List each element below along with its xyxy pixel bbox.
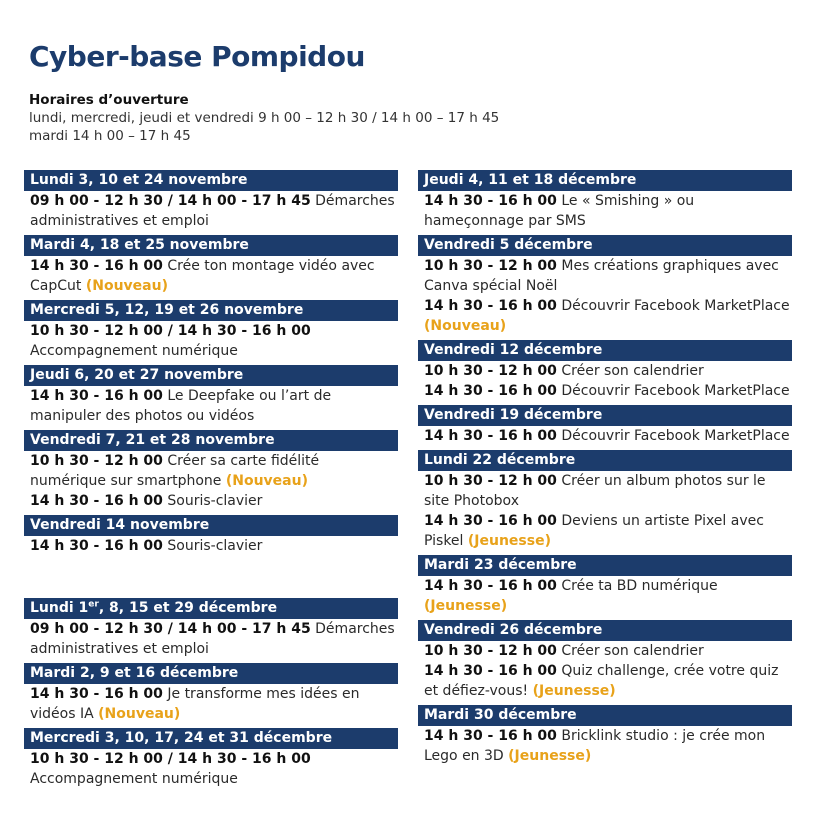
event-entry: [24, 619, 398, 659]
event-title: Créer un album photos sur le site Photobox: [424, 473, 766, 509]
schedule-block: [24, 235, 398, 296]
schedule-block: [418, 405, 792, 446]
event-title: Crée ta BD numérique: [561, 578, 718, 594]
event-entry: [24, 386, 398, 426]
event-entry: [24, 256, 398, 296]
opening-hours-title: Horaires d’ouverture: [29, 92, 189, 108]
event-title: Accompagnement numérique: [30, 343, 238, 359]
schedule-block: [418, 450, 792, 551]
event-title: Démarches administratives et emploi: [30, 193, 395, 229]
schedule-block: [24, 728, 398, 789]
event-time: 14 h 30 - 16 h 00: [30, 258, 163, 274]
event-title: Découvrir Facebook MarketPlace: [561, 383, 790, 399]
event-title: Crée ton montage vidéo avec CapCut: [30, 258, 375, 294]
event-time: 14 h 30 - 16 h 00: [424, 383, 557, 399]
date-header: Vendredi 19 décembre: [418, 405, 792, 426]
event-title: Découvrir Facebook MarketPlace: [561, 428, 790, 444]
schedule-block: [24, 515, 398, 556]
event-title: Créer sa carte fidélité numérique sur smartphone: [30, 453, 320, 489]
schedule-block: [418, 170, 792, 231]
schedule-column-left: [24, 170, 398, 793]
date-header: Mardi 2, 9 et 16 décembre: [24, 663, 398, 684]
event-time: 14 h 30 - 16 h 00: [30, 538, 163, 554]
event-time: 14 h 30 - 16 h 00: [30, 686, 163, 702]
schedule-block: [418, 620, 792, 701]
date-header: Mardi 4, 18 et 25 novembre: [24, 235, 398, 256]
event-time: 14 h 30 - 16 h 00: [424, 728, 557, 744]
event-entry: [24, 684, 398, 724]
event-title: Le Deepfake ou l’art de manipuler des photos ou vidéos: [30, 388, 332, 424]
event-tag: (Jeunesse): [532, 683, 616, 699]
event-entry: [418, 361, 792, 381]
event-title: Souris-clavier: [167, 538, 263, 554]
event-entry: [418, 296, 792, 336]
schedule-block: [24, 598, 398, 659]
event-title: Le « Smishing » ou hameçonnage par SMS: [424, 193, 695, 229]
event-title: Deviens un artiste Pixel avec Piskel: [424, 513, 764, 549]
schedule-block: [418, 555, 792, 616]
event-entry: [418, 426, 792, 446]
event-time: 10 h 30 - 12 h 00: [424, 363, 557, 379]
event-entry: [24, 321, 398, 361]
date-header: Jeudi 4, 11 et 18 décembre: [418, 170, 792, 191]
event-title: Mes créations graphiques avec Canva spécial Noël: [424, 258, 779, 294]
schedule-block: [24, 300, 398, 361]
event-title: Bricklink studio : je crée mon Lego en 3D: [424, 728, 766, 764]
date-header: Vendredi 26 décembre: [418, 620, 792, 641]
event-time: 14 h 30 - 16 h 00: [30, 388, 163, 404]
event-tag: (Jeunesse): [424, 598, 508, 614]
event-title: Découvrir Facebook MarketPlace: [561, 298, 790, 314]
event-time: 09 h 00 - 12 h 30 / 14 h 00 - 17 h 45: [30, 193, 311, 209]
event-time: 10 h 30 - 12 h 00 / 14 h 30 - 16 h 00: [30, 751, 311, 767]
event-entry: [418, 381, 792, 401]
event-entry: [418, 576, 792, 616]
event-title: Démarches administratives et emploi: [30, 621, 395, 657]
date-header: Vendredi 12 décembre: [418, 340, 792, 361]
event-entry: [24, 491, 398, 511]
date-header: Mercredi 3, 10, 17, 24 et 31 décembre: [24, 728, 398, 749]
schedule-column-right: [418, 170, 792, 770]
event-time: 14 h 30 - 16 h 00: [30, 493, 163, 509]
event-entry: [418, 641, 792, 661]
event-entry: [418, 511, 792, 551]
event-tag: (Nouveau): [85, 278, 168, 294]
opening-hours-tuesday: mardi 14 h 00 – 17 h 45: [29, 128, 191, 144]
event-time: 10 h 30 - 12 h 00: [424, 643, 557, 659]
event-time: 10 h 30 - 12 h 00: [424, 258, 557, 274]
event-time: 09 h 00 - 12 h 30 / 14 h 00 - 17 h 45: [30, 621, 311, 637]
event-entry: [418, 256, 792, 296]
schedule-block: [418, 340, 792, 401]
event-title: Souris-clavier: [167, 493, 263, 509]
date-header: [24, 598, 398, 619]
event-time: 10 h 30 - 12 h 00: [30, 453, 163, 469]
event-entry: [24, 536, 398, 556]
event-tag: (Nouveau): [225, 473, 308, 489]
event-title: Quiz challenge, crée votre quiz et défiez-vous!: [424, 663, 779, 699]
event-entry: [24, 749, 398, 789]
date-header: Mercredi 5, 12, 19 et 26 novembre: [24, 300, 398, 321]
event-entry: [418, 471, 792, 511]
opening-hours: [29, 91, 499, 145]
event-tag: (Jeunesse): [508, 748, 592, 764]
event-title: Je transforme mes idées en vidéos IA: [30, 686, 360, 722]
date-header-start: Lundi 1: [30, 600, 89, 616]
date-header: Vendredi 7, 21 et 28 novembre: [24, 430, 398, 451]
event-time: 10 h 30 - 12 h 00: [424, 473, 557, 489]
date-header: Vendredi 14 novembre: [24, 515, 398, 536]
event-entry: [418, 191, 792, 231]
schedule-block: [24, 170, 398, 231]
event-time: 14 h 30 - 16 h 00: [424, 663, 557, 679]
date-header: Vendredi 5 décembre: [418, 235, 792, 256]
event-time: 14 h 30 - 16 h 00: [424, 578, 557, 594]
opening-hours-weekdays: lundi, mercredi, jeudi et vendredi 9 h 00 – 12 h 30 / 14 h 00 – 17 h 45: [29, 110, 500, 126]
event-title: Accompagnement numérique: [30, 771, 238, 787]
event-time: 14 h 30 - 16 h 00: [424, 513, 557, 529]
schedule-block: [418, 235, 792, 336]
date-header-ordinal: er: [88, 599, 99, 610]
date-header: Jeudi 6, 20 et 27 novembre: [24, 365, 398, 386]
date-header: Lundi 3, 10 et 24 novembre: [24, 170, 398, 191]
event-entry: [24, 451, 398, 491]
date-header: Mardi 30 décembre: [418, 705, 792, 726]
date-header: Mardi 23 décembre: [418, 555, 792, 576]
event-title: Créer son calendrier: [561, 643, 704, 659]
event-entry: [418, 661, 792, 701]
event-time: 14 h 30 - 16 h 00: [424, 193, 557, 209]
page-title: Cyber-base Pompidou: [29, 40, 365, 73]
schedule-block: [418, 705, 792, 766]
event-tag: (Jeunesse): [467, 533, 551, 549]
event-tag: (Nouveau): [424, 318, 507, 334]
event-entry: [418, 726, 792, 766]
event-title: Créer son calendrier: [561, 363, 704, 379]
event-time: 10 h 30 - 12 h 00 / 14 h 30 - 16 h 00: [30, 323, 311, 339]
event-tag: (Nouveau): [98, 706, 181, 722]
date-header: Lundi 22 décembre: [418, 450, 792, 471]
schedule-block: [24, 663, 398, 724]
event-entry: [24, 191, 398, 231]
event-time: 14 h 30 - 16 h 00: [424, 298, 557, 314]
date-header-end: , 8, 15 et 29 décembre: [98, 600, 278, 616]
schedule-block: [24, 430, 398, 511]
event-time: 14 h 30 - 16 h 00: [424, 428, 557, 444]
schedule-block: [24, 365, 398, 426]
